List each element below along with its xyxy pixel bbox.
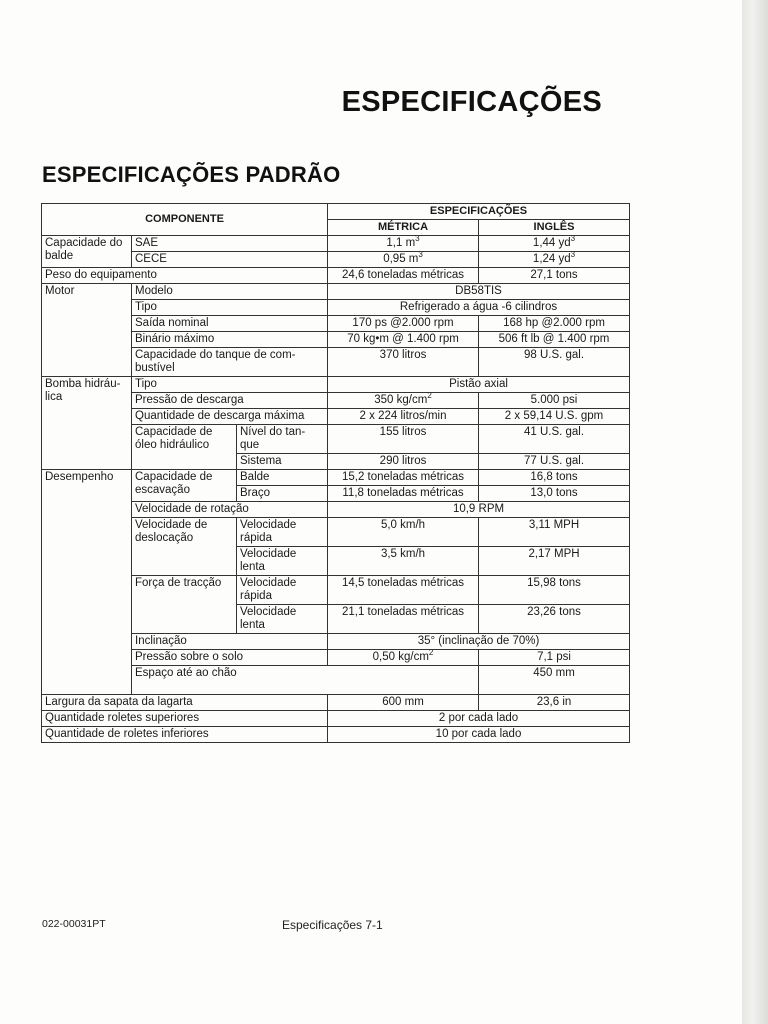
row-label: CECE (132, 252, 328, 268)
table-row (42, 236, 630, 252)
cell-english: 3,11 MPH (479, 518, 630, 547)
cell-metric: 3,5 km/h (328, 547, 479, 576)
page-title: ESPECIFICAÇÕES (341, 86, 602, 118)
header-ingles: INGLÊS (479, 220, 630, 236)
cell-metric: 290 litros (328, 454, 479, 470)
cell-metric: 15,2 toneladas métricas (328, 470, 479, 486)
row-sublabel: Capacidade de escavação (132, 470, 237, 502)
row-label: SAE (132, 236, 328, 252)
row-label: Velocidade lenta (237, 547, 328, 576)
row-label: Tipo (132, 377, 328, 393)
table-row (42, 727, 630, 743)
cell-english: 506 ft lb @ 1.400 rpm (479, 332, 630, 348)
cell-metric: 0,95 $m^3$ (328, 252, 479, 268)
row-label: Velocidade rápida (237, 576, 328, 605)
row-label: Balde (237, 470, 328, 486)
cell-metric: 5,0 km/h (328, 518, 479, 547)
cell-metric: 70 kg•m @ 1.400 rpm (328, 332, 479, 348)
table-row (42, 284, 630, 300)
cell-english: 2,17 MPH (479, 547, 630, 576)
cell-english: 7,1 psi (479, 650, 630, 666)
row-label: Quantidade de descarga máxima (132, 409, 328, 425)
table-row (42, 711, 630, 727)
cell-english: 15,98 tons (479, 576, 630, 605)
row-sublabel: Força de tracção (132, 576, 237, 634)
cell-value: Pistão axial (328, 377, 630, 393)
cell-english: 27,1 tons (479, 268, 630, 284)
spec-table (41, 203, 630, 743)
cell-english: 1,24 $yd^3$ (479, 252, 630, 268)
row-label: Modelo (132, 284, 328, 300)
cell-english: 23,26 tons (479, 605, 630, 634)
row-label: Nível do tan-que (237, 425, 328, 454)
cell-value: DB58TIS (328, 284, 630, 300)
row-label: Quantidade roletes superiores (42, 711, 328, 727)
cell-english: 1,44 $yd^3$ (479, 236, 630, 252)
page-number: Especificações 7-1 (282, 918, 383, 932)
document-code: 022-00031PT (42, 918, 106, 930)
row-label: Pressão de descarga (132, 393, 328, 409)
cell-english: 2 x 59,14 U.S. gpm (479, 409, 630, 425)
cell-metric: 155 litros (328, 425, 479, 454)
row-label: Quantidade de roletes inferiores (42, 727, 328, 743)
cell-metric: 1,1 $m^3$ (328, 236, 479, 252)
table-row (42, 695, 630, 711)
table-row (42, 268, 630, 284)
cell-value: 35° (inclinação de 70%) (328, 634, 630, 650)
cell-metric: 2 x 224 litros/min (328, 409, 479, 425)
cell-english: 5.000 psi (479, 393, 630, 409)
cell-metric: 0,50 $kg/cm^2$ (328, 650, 479, 666)
row-group-label: Capacidade do balde (42, 236, 132, 268)
row-label: Binário máximo (132, 332, 328, 348)
cell-metric: 21,1 toneladas métricas (328, 605, 479, 634)
row-group-label: Desempenho (42, 470, 132, 695)
page-edge (742, 0, 768, 1024)
cell-english: 41 U.S. gal. (479, 425, 630, 454)
row-label: Capacidade do tanque de com-bustível (132, 348, 328, 377)
header-metrica: MÉTRICA (328, 220, 479, 236)
header-componente: COMPONENTE (42, 204, 328, 236)
cell-metric: 450 mm (479, 666, 630, 695)
row-group-label: Motor (42, 284, 132, 377)
cell-english: 98 U.S. gal. (479, 348, 630, 377)
row-label: Velocidade rápida (237, 518, 328, 547)
cell-english: 168 hp @2.000 rpm (479, 316, 630, 332)
cell-value: 10 por cada lado (328, 727, 630, 743)
row-label: Braço (237, 486, 328, 502)
cell-english: 23,6 in (479, 695, 630, 711)
header-especificacoes: ESPECIFICAÇÕES (328, 204, 630, 220)
cell-metric: 11,8 toneladas métricas (328, 486, 479, 502)
table-header-row (42, 204, 630, 220)
row-label: Tipo (132, 300, 328, 316)
cell-metric: 170 ps @2.000 rpm (328, 316, 479, 332)
table-row (42, 377, 630, 393)
cell-metric: 350 $kg/cm^2$ (328, 393, 479, 409)
row-label: Sistema (237, 454, 328, 470)
cell-english: 77 U.S. gal. (479, 454, 630, 470)
row-label: Peso do equipamento (42, 268, 328, 284)
row-label: Pressão sobre o solo (132, 650, 328, 666)
cell-metric: 370 litros (328, 348, 479, 377)
cell-value: 2 por cada lado (328, 711, 630, 727)
cell-metric: 14,5 toneladas métricas (328, 576, 479, 605)
section-title: ESPECIFICAÇÕES PADRÃO (42, 162, 341, 187)
cell-value: Refrigerado a água -6 cilindros (328, 300, 630, 316)
table-row (42, 470, 630, 486)
row-group-label: Bomba hidráu-lica (42, 377, 132, 470)
cell-metric: 600 mm (328, 695, 479, 711)
cell-metric: 24,6 toneladas métricas (328, 268, 479, 284)
row-label: Velocidade de rotação (132, 502, 328, 518)
cell-value: 10,9 RPM (328, 502, 630, 518)
row-label: Espaço até ao chão (132, 666, 479, 695)
cell-english: 16,8 tons (479, 470, 630, 486)
row-label: Largura da sapata da lagarta (42, 695, 328, 711)
row-label: Velocidade lenta (237, 605, 328, 634)
row-label: Inclinação (132, 634, 328, 650)
row-sublabel: Velocidade de deslocação (132, 518, 237, 576)
row-sublabel: Capacidade de óleo hidráulico (132, 425, 237, 470)
cell-english: 13,0 tons (479, 486, 630, 502)
row-label: Saída nominal (132, 316, 328, 332)
